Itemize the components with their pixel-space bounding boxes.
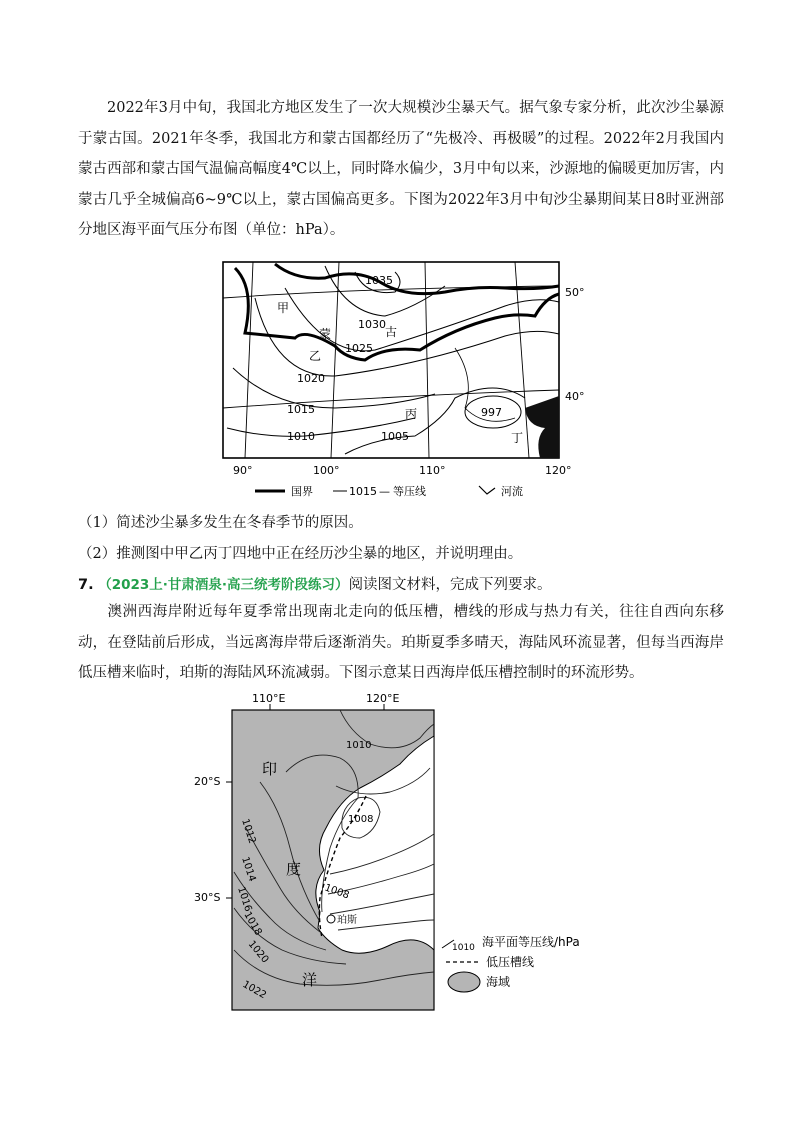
lon-label-120: 120° [545, 464, 572, 477]
lat-label-50: 50° [565, 286, 585, 299]
legend-isobar-dash: — [379, 485, 390, 498]
perth-marker [327, 915, 335, 923]
isobar-label-1030: 1030 [358, 318, 386, 331]
pressure-map-2 [190, 688, 610, 1018]
map1-frame [223, 262, 559, 458]
isobar-label-1005: 1005 [381, 430, 409, 443]
lat-label-20s: 20°S [194, 775, 221, 788]
passage-1 [78, 93, 724, 246]
question-6-2: （2）推测图中甲乙丙丁四地中正在经历沙尘暴的地区，并说明理由。 [78, 546, 523, 562]
legend-isobar-label: 等压线 [393, 485, 426, 498]
question-7-header [78, 574, 552, 596]
place-yi: 乙 [309, 349, 322, 363]
legend-isobar-label: 海平面等压线/hPa [482, 935, 580, 949]
perth-label: 珀斯 [337, 915, 357, 926]
isobar-label-1015: 1015 [287, 403, 315, 416]
question-7-instruction: 阅读图文材料，完成下列要求。 [348, 577, 552, 593]
isobar-label-1012: 1012 [239, 817, 258, 846]
place-jia: 甲 [277, 301, 290, 315]
lon-label-120e: 120°E [366, 692, 400, 705]
question-7-number: 7. [78, 577, 94, 593]
isobar-label-1010: 1010 [287, 430, 315, 443]
place-ding: 丁 [511, 431, 524, 445]
lat-label-40: 40° [565, 390, 585, 403]
ocean-char-yang: 洋 [302, 971, 318, 989]
ocean-char-du: 度 [286, 860, 302, 878]
ocean-char-yin: 印 [262, 760, 278, 778]
place-bing: 丙 [405, 407, 418, 421]
isobar-label-1035: 1035 [365, 274, 393, 287]
passage-2-text: 澳洲西海岸附近每年夏季常出现南北走向的低压槽，槽线的形成与热力有关，往往自西向东移动，在登陆前后形成，当远离海岸带后逐渐消失。珀斯夏季多晴天，海陆风环流显著，但每当西海岸低压槽来临时，珀斯的海陆风环流减弱。下图示意某日西海岸低压槽控制时的环流形势。 [78, 604, 724, 681]
legend-border-label: 国界 [291, 485, 313, 498]
isobar-label-1008-north: 1008 [348, 814, 374, 825]
isobar-label-1008-south: 1008 [322, 882, 351, 902]
isobar-label-1014: 1014 [239, 855, 258, 884]
region-char-meng: 蒙 [319, 327, 332, 341]
legend-isobar-sample: 1010 [452, 943, 475, 953]
isobar-label-1025: 1025 [345, 342, 373, 355]
legend-isobar-sample: 1015 [349, 485, 377, 498]
passage-1-text: 2022年3月中旬，我国北方地区发生了一次大规模沙尘暴天气。据气象专家分析，此次沙尘暴源于蒙古国。2021年冬季，我国北方和蒙古国都经历了“先极冷、再极暖”的过程。2022年2月我国内蒙古西部和蒙古国气温偏高幅度4℃以上，同时降水偏少，3月中旬以来，沙源地的偏暖更加厉害，内蒙古几乎全城偏高6~9℃以上，蒙古国偏高更多。下图为2022年3月中旬沙尘暴期间某日8时亚洲部分地区海平面气压分布图（单位：hPa）。 [78, 100, 724, 238]
passage-2 [78, 597, 724, 689]
legend-river-label: 河流 [501, 485, 523, 498]
isobar-label-1010: 1010 [346, 740, 372, 751]
lat-label-30s: 30°S [194, 891, 221, 904]
question-6-1: （1）简述沙尘暴多发生在冬春季节的原因。 [78, 515, 363, 531]
lon-label-110e: 110°E [252, 692, 286, 705]
lon-label-90: 90° [233, 464, 253, 477]
legend-trough-label: 低压槽线 [486, 955, 535, 969]
legend-river-swatch [479, 486, 495, 494]
lon-label-100: 100° [313, 464, 340, 477]
legend-sea-swatch [448, 972, 480, 992]
isobar-label-997: 997 [481, 406, 502, 419]
isobar-label-1022: 1022 [240, 979, 269, 1002]
isobar-label-1020: 1020 [297, 372, 325, 385]
legend-sea-label: 海域 [486, 975, 511, 989]
isobar-label-1020: 1020 [245, 938, 271, 966]
lon-label-110: 110° [419, 464, 446, 477]
region-char-gu: 古 [385, 325, 398, 339]
isobar-label-1016: 1016 [235, 885, 254, 914]
isobar-label-1018: 1018 [241, 910, 264, 938]
pressure-map-1 [215, 258, 595, 503]
question-7-source: （2023上·甘肃酒泉·高三统考阶段练习） [98, 577, 349, 593]
